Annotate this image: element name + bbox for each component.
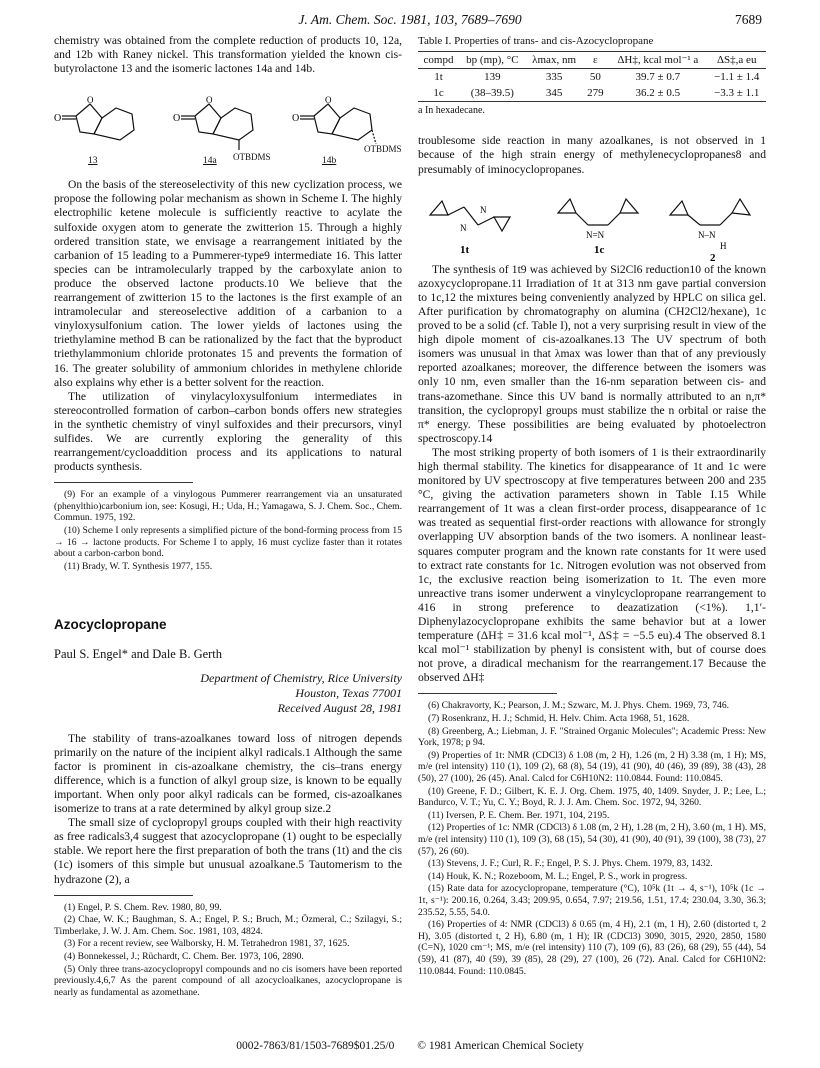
table-caption: Table I. Properties of trans- and cis-Azocyclopropane — [418, 35, 654, 47]
structure-13 — [54, 84, 164, 172]
structure-label: 14b — [322, 156, 337, 167]
footnote: (5) Only three trans-azocyclopropyl compounds and no cis isomers have been reported previously.4,6,7 As the parent compound of all azocycloalkanes, azocyclopropane is nearly as fundamental as azomethane. — [54, 963, 402, 998]
column-header: bp (mp), °C — [459, 52, 526, 69]
footnote: (12) Properties of 1c: NMR (CDCl3) δ 1.08 (m, 2 H), 1.28 (m, 2 H), 3.60 (m, 1 H). MS, m/e (rel intensity) 110 (1), 109 (3), 68 (15), 54 (30), 41 (90), 40 (91), 39 (100), 38 (73), 27 (57), 26 (60). — [418, 822, 766, 857]
compound-label: 2 — [710, 251, 716, 264]
substituent-label: OTBDMS — [364, 144, 402, 155]
svg-text:O: O — [173, 113, 181, 125]
footnote: (13) Stevens, J. F.; Curl, R. F.; Engel, P. S. J. Phys. Chem. 1979, 83, 1432. — [428, 858, 713, 870]
svg-text:O: O — [325, 95, 332, 106]
affiliation-line: Houston, Texas 77001 — [295, 685, 402, 700]
atom-label: N — [460, 222, 467, 233]
body-paragraph: The utilization of vinylacyloxysulfonium intermediates in stereocontrolled formation of carbon–carbon bonds offers new strategies in the synthetic chemistry of vinyl sulfoxides and their precursors, vinyl sulfides. We are currently exploring the generality of this rearrangement/cycloaddition process and its applications to natural products synthesis. — [54, 389, 402, 474]
footnote: (16) Properties of 4: NMR (CDCl3) δ 0.65 (m, 4 H), 2.1 (m, 1 H), 2.60 (distorted t, 2 H), 3.05 (distorted t, 2 H), 6.80 (m, 1 H); IR (CDCl3) 3090, 3015, 2920, 2850, 1580 (C=N), 1020 cm⁻¹; MS, m/e (rel intensity) 110 (7), 109 (6), 83 (26), 68 (29), 55 (44), 54 (59), 41 (87), 40 (59), 39 (85), 28 (29), 27 (100), 26 (72). Anal. Calcd for C6H10N2: 110.0844. Found: 110.0845. — [418, 919, 766, 977]
footnote: (1) Engel, P. S. Chem. Rev. 1980, 80, 99. — [64, 901, 222, 913]
column-header: ΔS‡,a eu — [707, 52, 766, 69]
footnote: (9) For an example of a vinylogous Pummerer rearrangement via an unsaturated (phenylthio)carbonium ion, see: Kosugi, H.; Uda, H.; Yamagawa, S. J. Chem. Soc., Chem. Commun. 1975, 192. — [54, 489, 402, 524]
intro-paragraph: chemistry was obtained from the complete reduction of products 10, 12a, and 12b with Raney nickel. This transformation yielded the known cis-butyrolactone 13 and the isomeric lactones 14a and 14b. — [54, 34, 402, 76]
footnote: (10) Scheme I only represents a simplified picture of the bond-forming process from 15 → 16 → lactone products. For Scheme I to apply, 16 must cyclize faster than it rotates about a carbon-carbon bond. — [54, 525, 402, 560]
atom-label: N — [480, 204, 487, 215]
right-column — [418, 34, 766, 978]
footnote: (3) For a recent review, see Walborsky, H. M. Tetrahedron 1981, 37, 1625. — [64, 938, 350, 950]
footnote: (11) Iversen, P. E. Chem. Ber. 1971, 104, 2195. — [428, 809, 610, 821]
footnote: (15) Rate data for azocyclopropane, temperature (°C), 10⁵k (1t → 4, s⁻¹), 10⁵k (1c → 1t, s⁻¹): 200.16, 0.264, 3.43; 209.95, 0.654, 7.97; 219.56, 1.51, 17.4; 230.04, 3.30, 36.3; 235.52, 5.55, 54.0. — [418, 883, 766, 918]
footnotes-lower — [54, 902, 402, 999]
column-header: ε — [583, 52, 609, 69]
table-cell: 1t — [434, 71, 443, 84]
body-paragraph: The synthesis of 1t9 was achieved by Si2Cl6 reduction10 of the known azoxycyclopropane.11 Irradiation of 1t at 313 nm gave partial conversion to 1c,12 the mixtures being conveniently analyzed by HPLC on silica gel. After purification by chromatography on alumina (CH2Cl2/hexane), 1c proved to be a solid (cf. Table I), not a very surprising result in view of the high dipole moment of cis-azoalkanes.13 The UV spectrum of both isomers was unusual in that λmax was lower than that of any previously reported azoalkanes; moreover, the difference between the isomers was only 10 nm, even smaller than the 16-nm separation between cis- and trans-azomethane. Since this UV band is normally attributed to an n,π* transition, the cyclopropyl groups must stabilize the n orbital or raise the π* energy. These possibilities are being evaluated by photoelectron spectroscopy.14 — [418, 262, 766, 445]
footnotes-upper — [54, 489, 402, 572]
svg-text:O: O — [87, 95, 94, 106]
running-header — [0, 12, 820, 32]
footnote: (8) Greenberg, A.; Liebman, J. F. "Strained Organic Molecules"; Academic Press: New York, 1978; p 94. — [418, 725, 766, 749]
footnote: (4) Bonnekessel, J.; Rüchardt, C. Chem. Ber. 1973, 106, 2890. — [64, 951, 304, 962]
received-date: Received August 28, 1981 — [277, 700, 402, 715]
article-title: Azocyclopropane — [54, 617, 167, 633]
table-cell: −3.3 ± 1.1 — [707, 85, 766, 102]
table-cell: 345 — [526, 85, 583, 102]
properties-table — [418, 51, 766, 102]
structure-label: 14a — [203, 156, 217, 167]
table-row — [418, 85, 766, 102]
affiliation — [54, 671, 402, 716]
footnotes-right — [418, 700, 766, 977]
affiliation-line: Department of Chemistry, Rice University — [200, 670, 402, 685]
footnote-rule — [54, 482, 193, 483]
structure-14a — [173, 84, 283, 172]
table-cell: 36.2 ± 0.5 — [608, 85, 707, 102]
table-note: a In hexadecane. — [418, 105, 485, 117]
structure-label: 13 — [88, 156, 98, 167]
substituent-label: OTBDMS — [233, 152, 271, 163]
journal-citation: J. Am. Chem. Soc. 1981, 103, 7689–7690 — [298, 12, 522, 27]
authors: Paul S. Engel* and Dale B. Gerth — [54, 646, 223, 661]
atom-label: H — [720, 240, 727, 251]
table-cell: 279 — [583, 85, 609, 102]
body-paragraph: The stability of trans-azoalkanes toward loss of nitrogen depends primarily on the nature of the incipient alkyl radicals.1 Although the same factor is prominent in cis-azoalkane chemistry, the cis–trans energy difference, which is a function of alkyl group size, is known to be equally important. When only poor alkyl radicals can be formed, cis-azoalkanes isomerize to trans at a rate determined by alkyl group size.2 — [54, 731, 402, 816]
svg-text:O: O — [206, 95, 213, 106]
body-paragraph: The most striking property of both isomers of 1 is their extraordinarily high thermal stability. The kinetics for disappearance of 1t and 1c were monitored by UV spectroscopy at five temperatures between 200 and 235 °C, giving the activation parameters shown in Table I.15 While rearrangement of 1t was a clean first-order process, disappearance of 1c was treated as sequential first-order reactions with allowance for strongly overlapping UV absorption bands of the two isomers. A nonlinear least-squares computer program and the known rate constants for 1t were used to extract rate constants for 1c. Nitrogen evolution was not observed from 1c, the exclusive reaction being isomerization to 1t. The even more unreactive trans isomer underwent a vinylcyclopropane rearrangement to 416 in strong preference to deazatization (<1%). 1,1′-Diphenylazocyclopropane exhibits the same behavior but at a lower temperature (ΔH‡ = 31.6 kcal mol⁻¹, ΔS‡ = −5.5 eu).4 The observed 8.1 kcal mol⁻¹ stabilization by phenyl is consistent with, but of course does not prove, a diradical mechanism for the rearrangement.17 Because the observed ΔH‡ — [418, 445, 766, 685]
column-header: compd — [418, 52, 459, 69]
copyright: © 1981 American Chemical Society — [417, 1040, 584, 1052]
footnote-rule — [418, 693, 557, 694]
footnote: (14) Houk, K. N.; Rozeboom, M. L.; Engel, P. S., work in progress. — [428, 870, 688, 882]
table-cell: −1.1 ± 1.4 — [714, 71, 760, 84]
page-footer — [0, 1040, 820, 1052]
svg-text:O: O — [292, 113, 300, 125]
footnote: (2) Chae, W. K.; Baughman, S. A.; Engel, P. S.; Bruch, M.; Özmeral, C.; Szilagyi, S.; Timberlake, J. W. J. Am. Chem. Soc. 1981, 103, 4824. — [54, 914, 402, 937]
table-cell: (38–39.5) — [459, 85, 526, 102]
structure-14b — [292, 84, 402, 172]
compound-label: 1c — [594, 243, 605, 256]
footnote-rule — [54, 895, 193, 896]
body-paragraph: troublesome side reaction in many azoalkanes, is not observed in 1 because of the high strain energy of methylenecyclopropanes8 and presumably of iminocyclopropanes. — [418, 134, 766, 176]
compound-label: 1t — [460, 243, 470, 256]
azocyclopropane-structures — [418, 185, 766, 264]
footnote: (6) Chakravorty, K.; Pearson, J. M.; Szwarc, M. J. Phys. Chem. 1969, 73, 746. — [428, 700, 730, 712]
body-paragraph: On the basis of the stereoselectivity of this new cyclization process, we propose the following polar mechanism as shown in Scheme I. The highly electrophilic ketene molecule is sufficiently reactive to acylate the sulfoxide oxygen atom to generate the zwitterion 15. Through a highly ordered transition state, we envisage a rearrangement initiated by the carbanion of 15 leading to a Pummerer-type9 intermediate 16. This latter species can be intramolecularly trapped by the carboxylate anion to produce the observed lactone products.10 We believe that the rearrangement of zwitterion 15 to the lactones is the first example of an intramolecular and stereoselective addition of a carbanion to a vinyloxysulfonium cation. The lower yields of lactones using the triethylamine method B can be rationalized by the fact that the byproduct triethylammonium chloride protonates 15 and prevents the formation of 16. The greater solubility of ammonium chlorides in methylene chloride also explains why ether is a better solvent for the reaction. — [54, 178, 402, 389]
footnote: (9) Properties of 1t: NMR (CDCl3) δ 1.08 (m, 2 H), 1.26 (m, 2 H) 3.38 (m, 1 H); MS, m/e (rel intensity) 110 (1), 109 (2), 68 (8), 54 (19), 41 (90), 40 (46), 39 (89), 38 (43), 28 (50), 27 (100), 26 (45). Anal. Calcd for C6H10N2: 110.0844. Found: 110.0845. — [418, 749, 766, 785]
article-code: 0002-7863/81/1503-7689$01.25/0 — [236, 1040, 395, 1052]
table-cell: 335 — [545, 71, 563, 84]
table-cell: 39.7 ± 0.7 — [635, 71, 681, 84]
page-number: 7689 — [735, 12, 762, 27]
body-paragraph: The small size of cyclopropyl groups coupled with their high reactivity as free radicals3,4 suggest that azocyclopropane (1) ought to be especially stable. We report here the first preparation of both the trans (1t) and the cis (1c) isomers of this simple but unusual azoalkane.5 Tautomerism to the hydrazone (2), a — [54, 816, 402, 886]
table-cell: 1c — [418, 85, 459, 102]
svg-text:O: O — [54, 113, 62, 125]
footnote: (10) Greene, F. D.; Gilbert, K. E. J. Org. Chem. 1975, 40, 1409. Snyder, J. P.; Lee, L.; Bandurco, V. T.; Yu, C. Y.; Boyd, R. J. J. Am. Chem. Soc. 1972, 94, 3260. — [418, 785, 766, 809]
footnote: (11) Brady, W. T. Synthesis 1977, 155. — [64, 560, 213, 572]
lactone-structures — [54, 84, 402, 172]
atom-label: N–N — [698, 229, 716, 240]
table-cell: 139 — [484, 71, 501, 84]
atom-label: N=N — [586, 229, 605, 240]
column-header: ΔH‡, kcal mol⁻¹ a — [608, 52, 707, 69]
left-column — [54, 34, 402, 999]
table-cell: 50 — [589, 71, 601, 84]
column-header: λmax, nm — [526, 52, 583, 69]
table-row — [418, 69, 766, 86]
footnote: (7) Rosenkranz, H. J.; Schmid, H. Helv. Chim. Acta 1968, 51, 1628. — [428, 713, 690, 725]
